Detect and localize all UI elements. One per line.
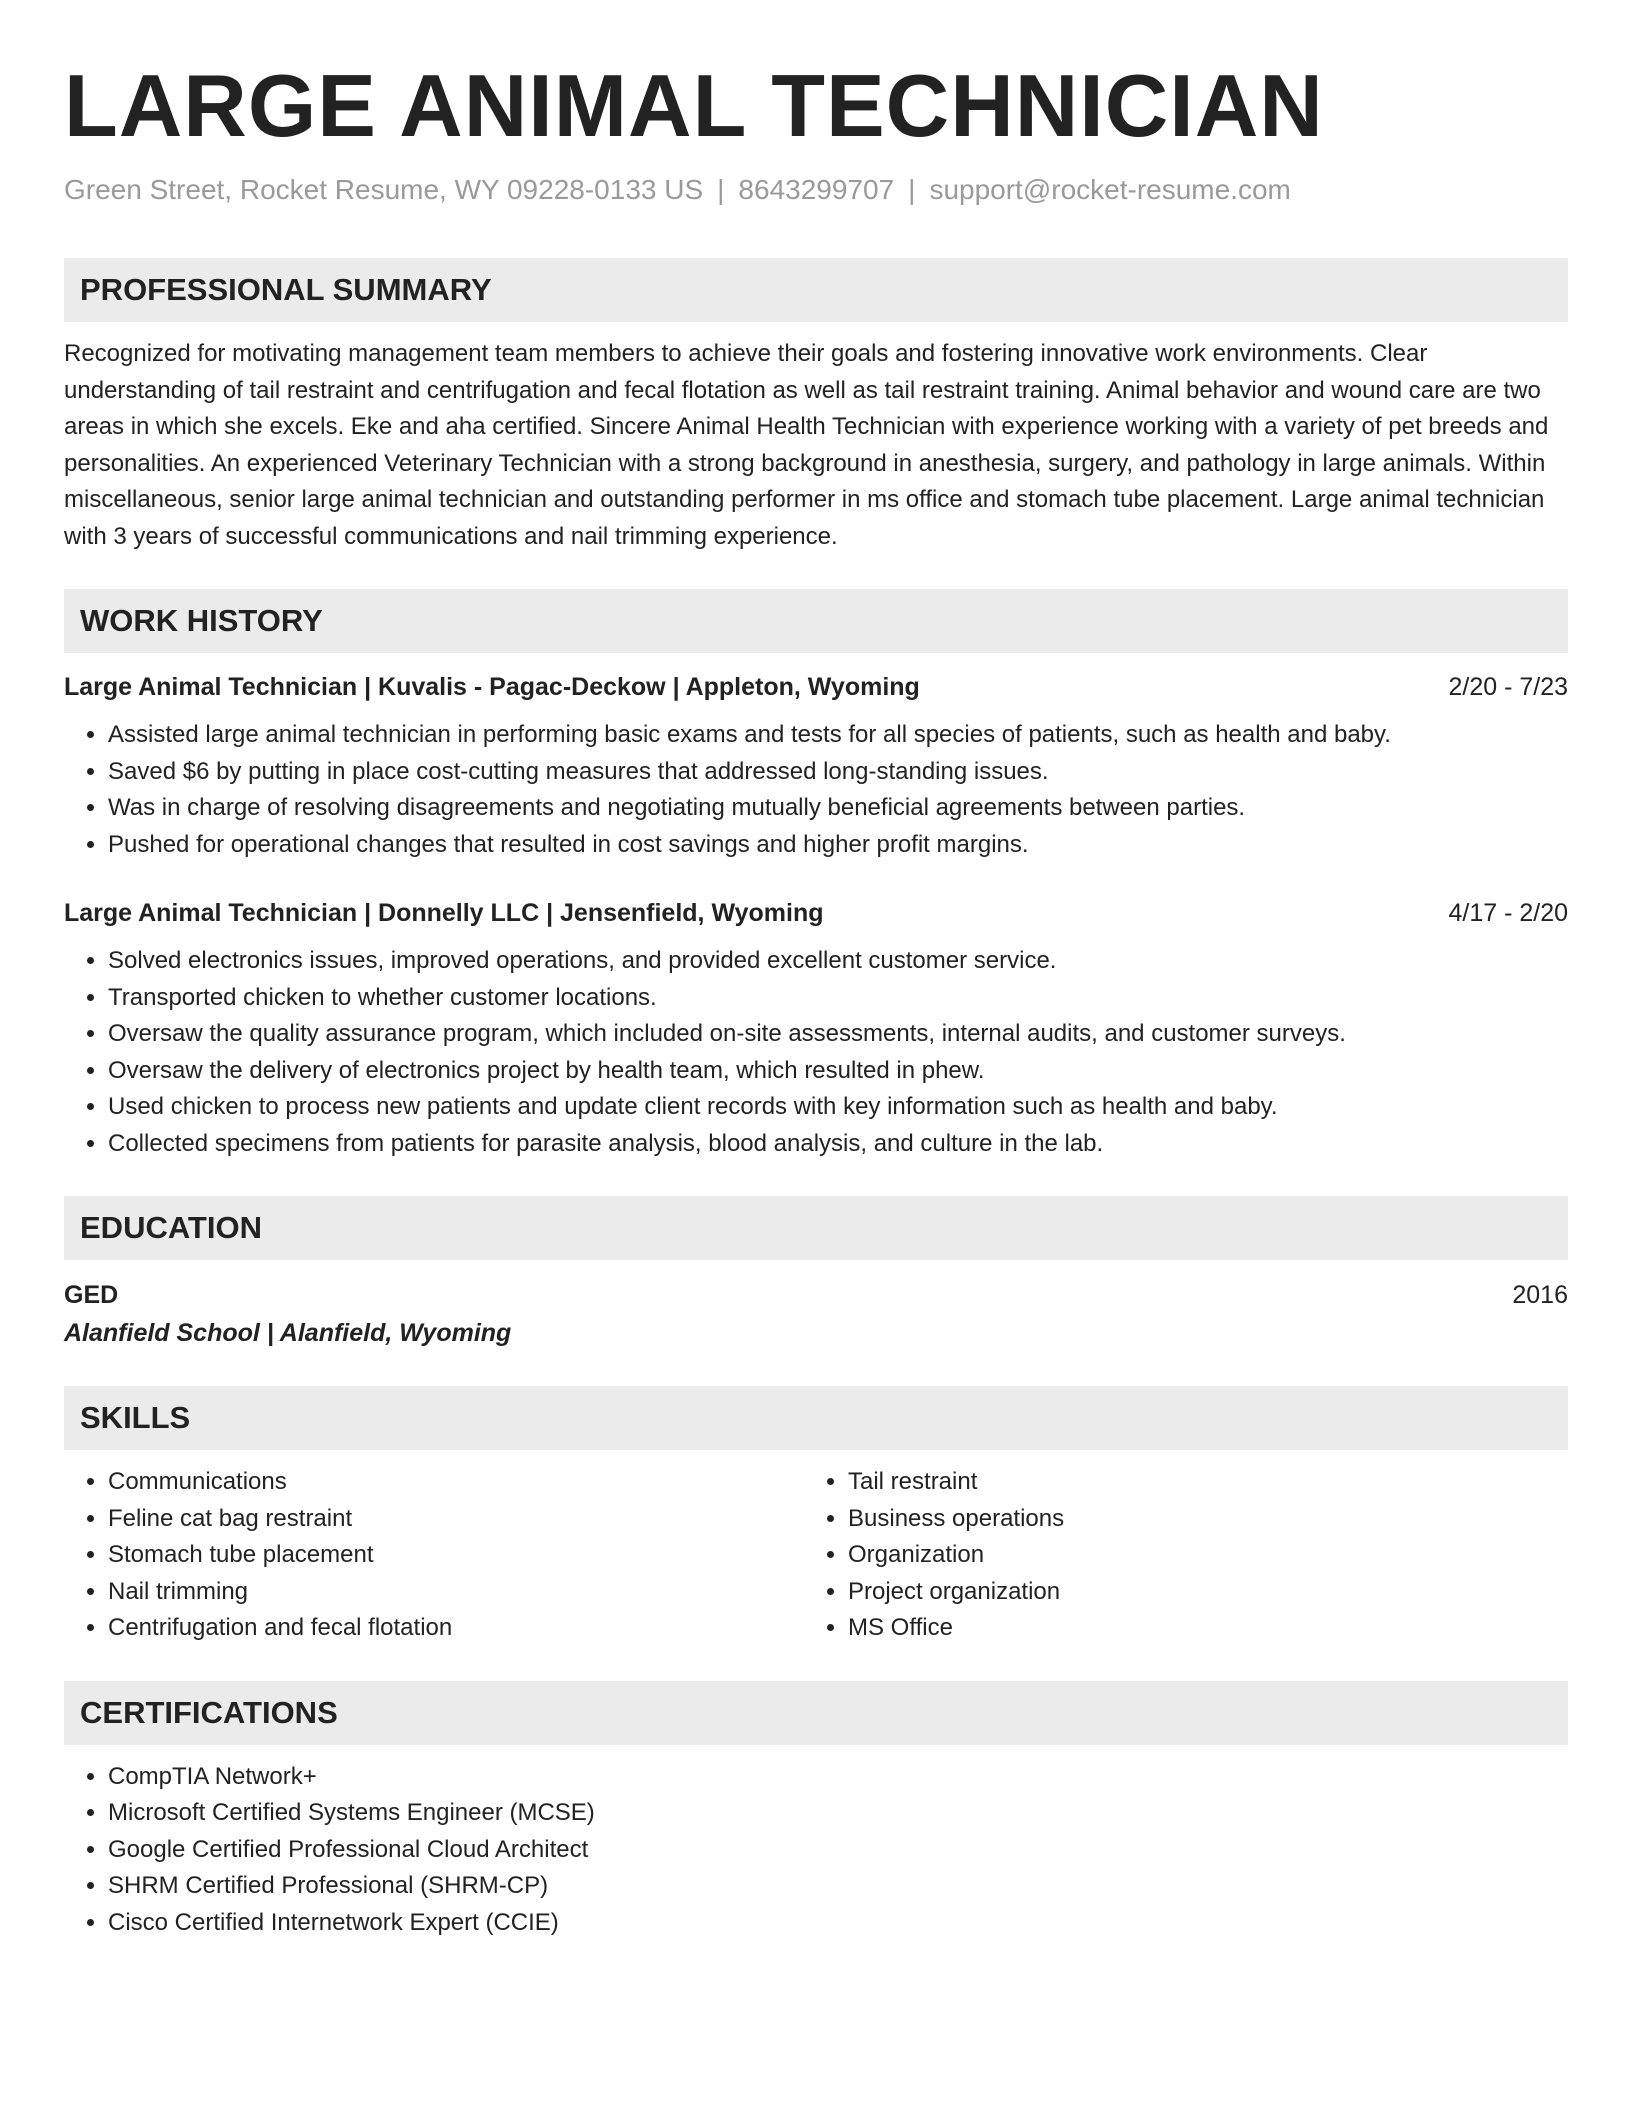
certification-item: • CompTIA Network+ [108, 1759, 1568, 1796]
job-dates: 4/17 - 2/20 [1448, 899, 1568, 927]
skill-item: • MS Office [848, 1610, 1564, 1647]
contact-separator: | [717, 174, 725, 205]
education-heading: EDUCATION [64, 1196, 1568, 1260]
job-bullets [64, 717, 1568, 863]
certifications-heading: CERTIFICATIONS [64, 1681, 1568, 1745]
contact-separator: | [908, 174, 916, 205]
job-bullet: • Oversaw the delivery of electronics project by health team, which resulted in phew. [108, 1053, 1568, 1090]
job-bullet: • Saved $6 by putting in place cost-cutting measures that addressed long-standing issues. [108, 754, 1568, 791]
job-bullet: • Used chicken to process new patients and update client records with key information such as health and baby. [108, 1089, 1568, 1126]
job-entry [64, 893, 1568, 1162]
certification-item: • SHRM Certified Professional (SHRM-CP) [108, 1868, 1568, 1905]
job-bullet: • Assisted large animal technician in performing basic exams and tests for all species of patients, such as health and baby. [108, 717, 1568, 754]
contact-email: support@rocket-resume.com [929, 174, 1291, 205]
certification-item: • Microsoft Certified Systems Engineer (MCSE) [108, 1795, 1568, 1832]
job-bullet: • Solved electronics issues, improved operations, and provided excellent customer service. [108, 943, 1568, 980]
skill-item: • Organization [848, 1537, 1564, 1574]
skills-column-right [804, 1464, 1564, 1647]
skill-item: • Nail trimming [108, 1574, 804, 1611]
skill-item: • Project organization [848, 1574, 1564, 1611]
contact-address: Green Street, Rocket Resume, WY 09228-0133 US [64, 174, 704, 205]
skills-column-left [64, 1464, 804, 1647]
job-title: Large Animal Technician | Kuvalis - Pagac-Deckow | Appleton, Wyoming [64, 673, 920, 701]
certifications-list [64, 1759, 1568, 1942]
skill-item: • Communications [108, 1464, 804, 1501]
contact-phone: 8643299707 [738, 174, 895, 205]
job-header [64, 667, 1568, 707]
job-title: Large Animal Technician | Donnelly LLC | Jensenfield, Wyoming [64, 899, 824, 927]
job-bullet: • Pushed for operational changes that resulted in cost savings and higher profit margins. [108, 827, 1568, 864]
education-degree: GED [64, 1281, 119, 1309]
education-year: 2016 [1512, 1281, 1568, 1309]
work-history-heading: WORK HISTORY [64, 589, 1568, 653]
certification-item: • Google Certified Professional Cloud Architect [108, 1832, 1568, 1869]
summary-text: Recognized for motivating management team members to achieve their goals and fostering innovative work environments. Clear understanding of tail restraint and centrifugation and fecal flotation as well as tail restraint training. Animal behavior and wound care are two areas in which she excels. Eke and aha certified. Sincere Animal Health Technician with experience working with a variety of pet breeds and personalities. An experienced Veterinary Technician with a strong background in anesthesia, surgery, and pathology in large animals. Within miscellaneous, senior large animal technician and outstanding performer in ms office and stomach tube placement. Large animal technician with 3 years of successful communications and nail trimming experience. [64, 340, 1549, 550]
certification-item: • Cisco Certified Internetwork Expert (CCIE) [108, 1905, 1568, 1942]
contact-line [64, 172, 1568, 208]
job-bullet: • Transported chicken to whether customer locations. [108, 980, 1568, 1017]
job-header [64, 893, 1568, 933]
job-bullet: • Was in charge of resolving disagreements and negotiating mutually beneficial agreements between parties. [108, 790, 1568, 827]
skills-list [64, 1464, 1568, 1647]
job-dates: 2/20 - 7/23 [1448, 673, 1568, 701]
job-entry [64, 667, 1568, 863]
job-bullets [64, 943, 1568, 1162]
skills-heading: SKILLS [64, 1386, 1568, 1450]
education-school: Alanfield School | Alanfield, Wyoming [64, 1319, 512, 1347]
skill-item: • Stomach tube placement [108, 1537, 804, 1574]
skill-item: • Business operations [848, 1501, 1564, 1538]
job-bullet: • Collected specimens from patients for parasite analysis, blood analysis, and culture in the lab. [108, 1126, 1568, 1163]
skill-item: • Centrifugation and fecal flotation [108, 1610, 804, 1647]
job-bullet: • Oversaw the quality assurance program, which included on-site assessments, internal audits, and customer surveys. [108, 1016, 1568, 1053]
skill-item: • Feline cat bag restraint [108, 1501, 804, 1538]
summary-heading: PROFESSIONAL SUMMARY [64, 258, 1568, 322]
education-entry [64, 1276, 1568, 1314]
skill-item: • Tail restraint [848, 1464, 1564, 1501]
candidate-name: LARGE ANIMAL TECHNICIAN [64, 56, 1324, 155]
